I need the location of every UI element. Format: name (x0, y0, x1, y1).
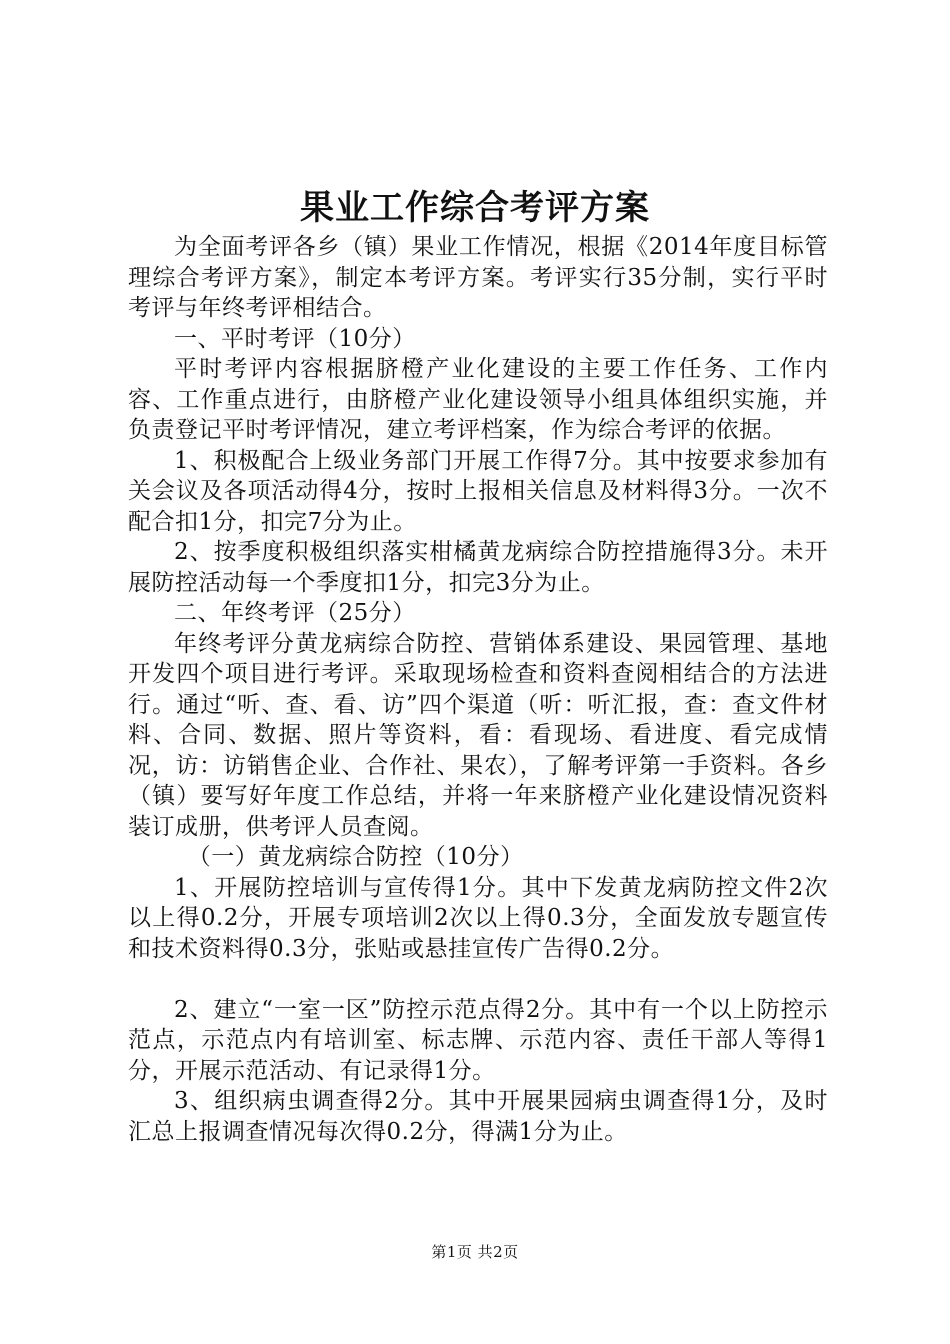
subsection-heading-disease-control: （一）黄龙病综合防控（10分） (187, 844, 524, 870)
regular-review-paragraph: 平时考评内容根据脐橙产业化建设的主要工作任务、工作内容、工作重点进行，由脐橙产业化建设领导小组具体组织实施，并负责登记平时考评情况，建立考评档案，作为综合考评的依据。 (128, 356, 828, 443)
document-title: 果业工作综合考评方案 (300, 188, 650, 228)
page-footer: 第1页 共2页 (431, 1243, 519, 1261)
section-heading-regular-review: 一、平时考评（10分） (174, 325, 416, 352)
annual-review-paragraph: 年终考评分黄龙病综合防控、营销体系建设、果园管理、基地开发四个项目进行考评。采取现场检查和资料查阅相结合的方法进行。通过“听、查、看、访”四个渠道（听：听汇报，查：查文件材料、合同、数据、照片等资料，看：看现场、看进度、看完成情况，访：访销售企业、合作社、果农），了解考评第一手资料。各乡（镇）要写好年度工作总结，并将一年来脐橙产业化建设情况资料装订成册，供考评人员查阅。 (128, 630, 828, 840)
document-body (128, 232, 828, 1147)
regular-review-item-1: 1、积极配合上级业务部门开展工作得7分。其中按要求参加有关会议及各项活动得4分，按时上报相关信息及材料得3分。一次不配合扣1分，扣完7分为止。 (128, 447, 828, 535)
regular-review-item-2: 2、按季度积极组织落实柑橘黄龙病综合防控措施得3分。未开展防控活动每一个季度扣1分，扣完3分为止。 (128, 539, 828, 596)
blank-line (128, 964, 828, 995)
section-heading-annual-review: 二、年终考评（25分） (174, 600, 416, 626)
disease-control-item-1: 1、开展防控培训与宣传得1分。其中下发黄龙病防控文件2次以上得0.2分，开展专项培训2次以上得0.3分，全面发放专题宣传和技术资料得0.3分，张贴或悬挂宣传广告得0.2分。 (128, 874, 828, 962)
intro-paragraph: 为全面考评各乡（镇）果业工作情况，根据《2014年度目标管理综合考评方案》，制定本考评方案。考评实行35分制，实行平时考评与年终考评相结合。 (128, 234, 828, 321)
disease-control-item-2: 2、建立“一室一区”防控示范点得2分。其中有一个以上防控示范点，示范点内有培训室、标志牌、示范内容、责任干部人等得1分，开展示范活动、有记录得1分。 (128, 996, 828, 1084)
disease-control-item-3: 3、组织病虫调查得2分。其中开展果园病虫调查得1分，及时汇总上报调查情况每次得0.2分，得满1分为止。 (128, 1088, 828, 1145)
